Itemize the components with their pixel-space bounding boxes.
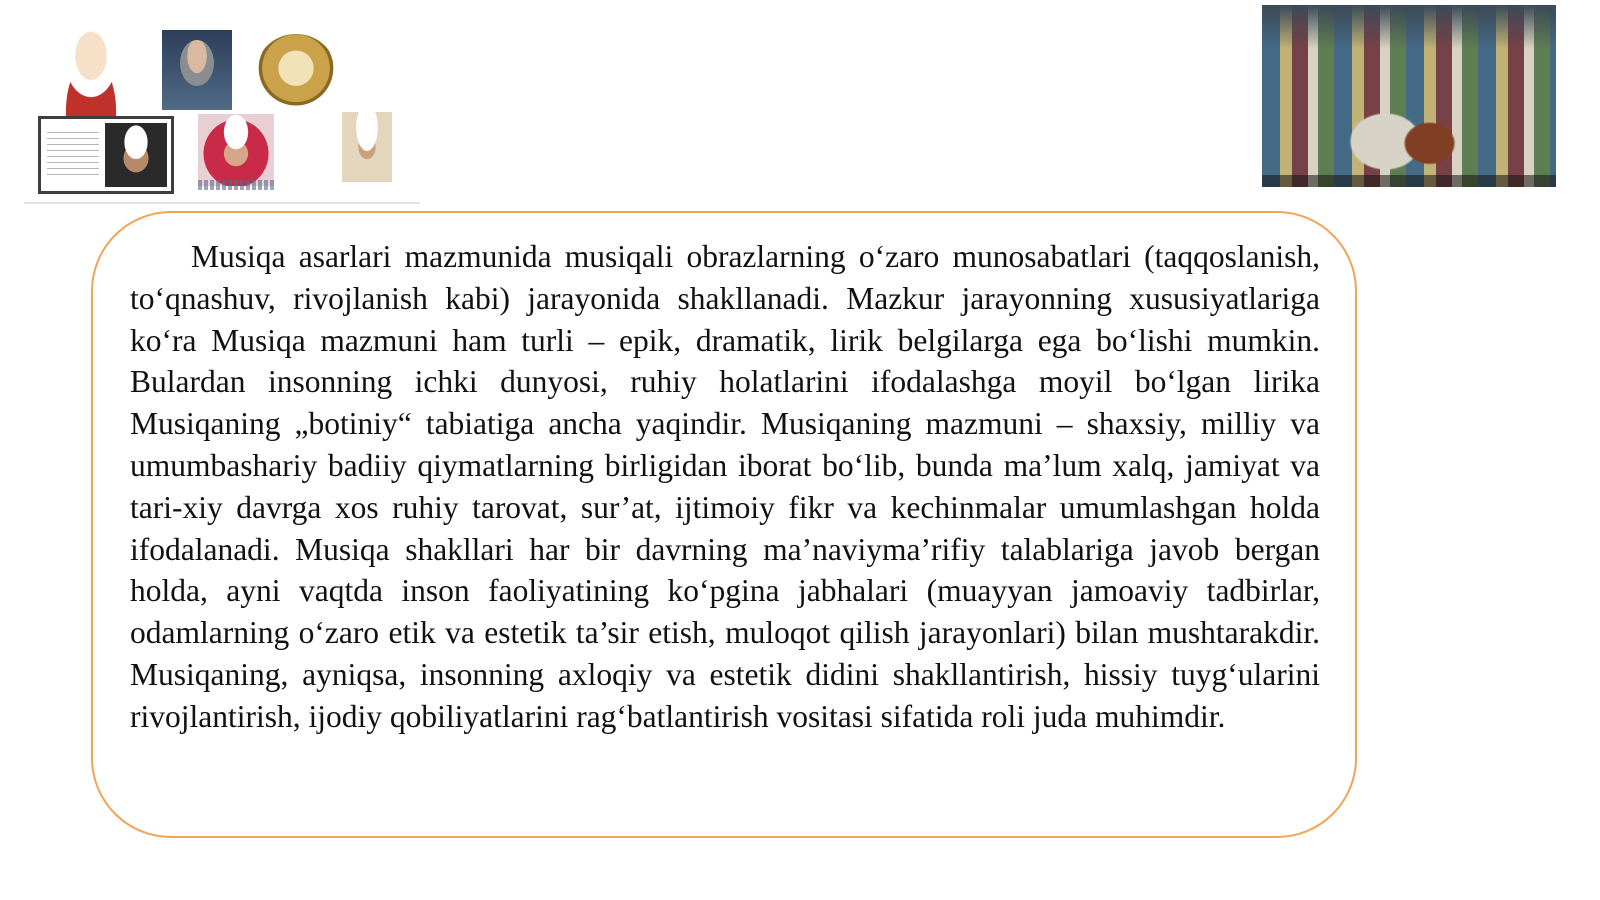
- book-cover-face: [105, 123, 167, 187]
- portrait-poet-blue: [162, 30, 232, 110]
- book-cover-text-lines: [47, 127, 99, 177]
- painting-scholars-gathering: [1262, 5, 1556, 187]
- collage-divider: [24, 202, 420, 204]
- header-portrait-collage: [24, 26, 424, 208]
- portrait-standing-figure: [342, 112, 392, 182]
- main-paragraph: Musiqa asarlari mazmunida musiqali obrazlarning o‘zaro munosabatlari (taqqoslanish, to‘qnashuv, rivojlanish kabi) jarayonida shakllanadi. Mazkur jarayonning xususiyatlariga ko‘ra Musiqa mazmuni ham turli – epik, dramatik, lirik belgilarga ega bo‘lishi mumkin. Bulardan insonning ichki dunyosi, ruhiy holatlarini ifodalashga moyil bo‘lgan lirika Musiqaning „botiniy“ tabiatiga ancha yaqindir. Musiqaning mazmuni – shaxsiy, milliy va umumbashariy badiiy qiymatlarning birligidan iborat bo‘lib, bunda ma’lum xalq, jamiyat va tari-xiy davrga xos ruhiy tarovat, sur’at, ijtimoiy fikr va kechinmalar umumlashgan holda ifodalanadi. Musiqa shakllari har bir davrning ma’naviyma’rifiy talablariga javob bergan holda, ayni vaqtda inson faoliyatining ko‘pgina jabhalari (muayyan jamoaviy tadbirlar, odamlarning o‘zaro etik va estetik ta’sir etish, muloqot qilish jarayonlari) bilan mushtarakdir. Musiqaning, ayniqsa, insonning axloqiy va estetik didini shakllantirish, hissiy tuyg‘ularini rivojlantirish, ijodiy qobiliyatlarini rag‘batlantirish vositasi sifatida roli juda muhimdir.: [130, 239, 1320, 734]
- portrait-caption: [198, 180, 274, 190]
- portrait-book-cover: [38, 116, 174, 194]
- portrait-scholar-red: [198, 114, 274, 186]
- portrait-sage-white-turban: [52, 30, 130, 116]
- portrait-gold-medallion: [256, 34, 336, 110]
